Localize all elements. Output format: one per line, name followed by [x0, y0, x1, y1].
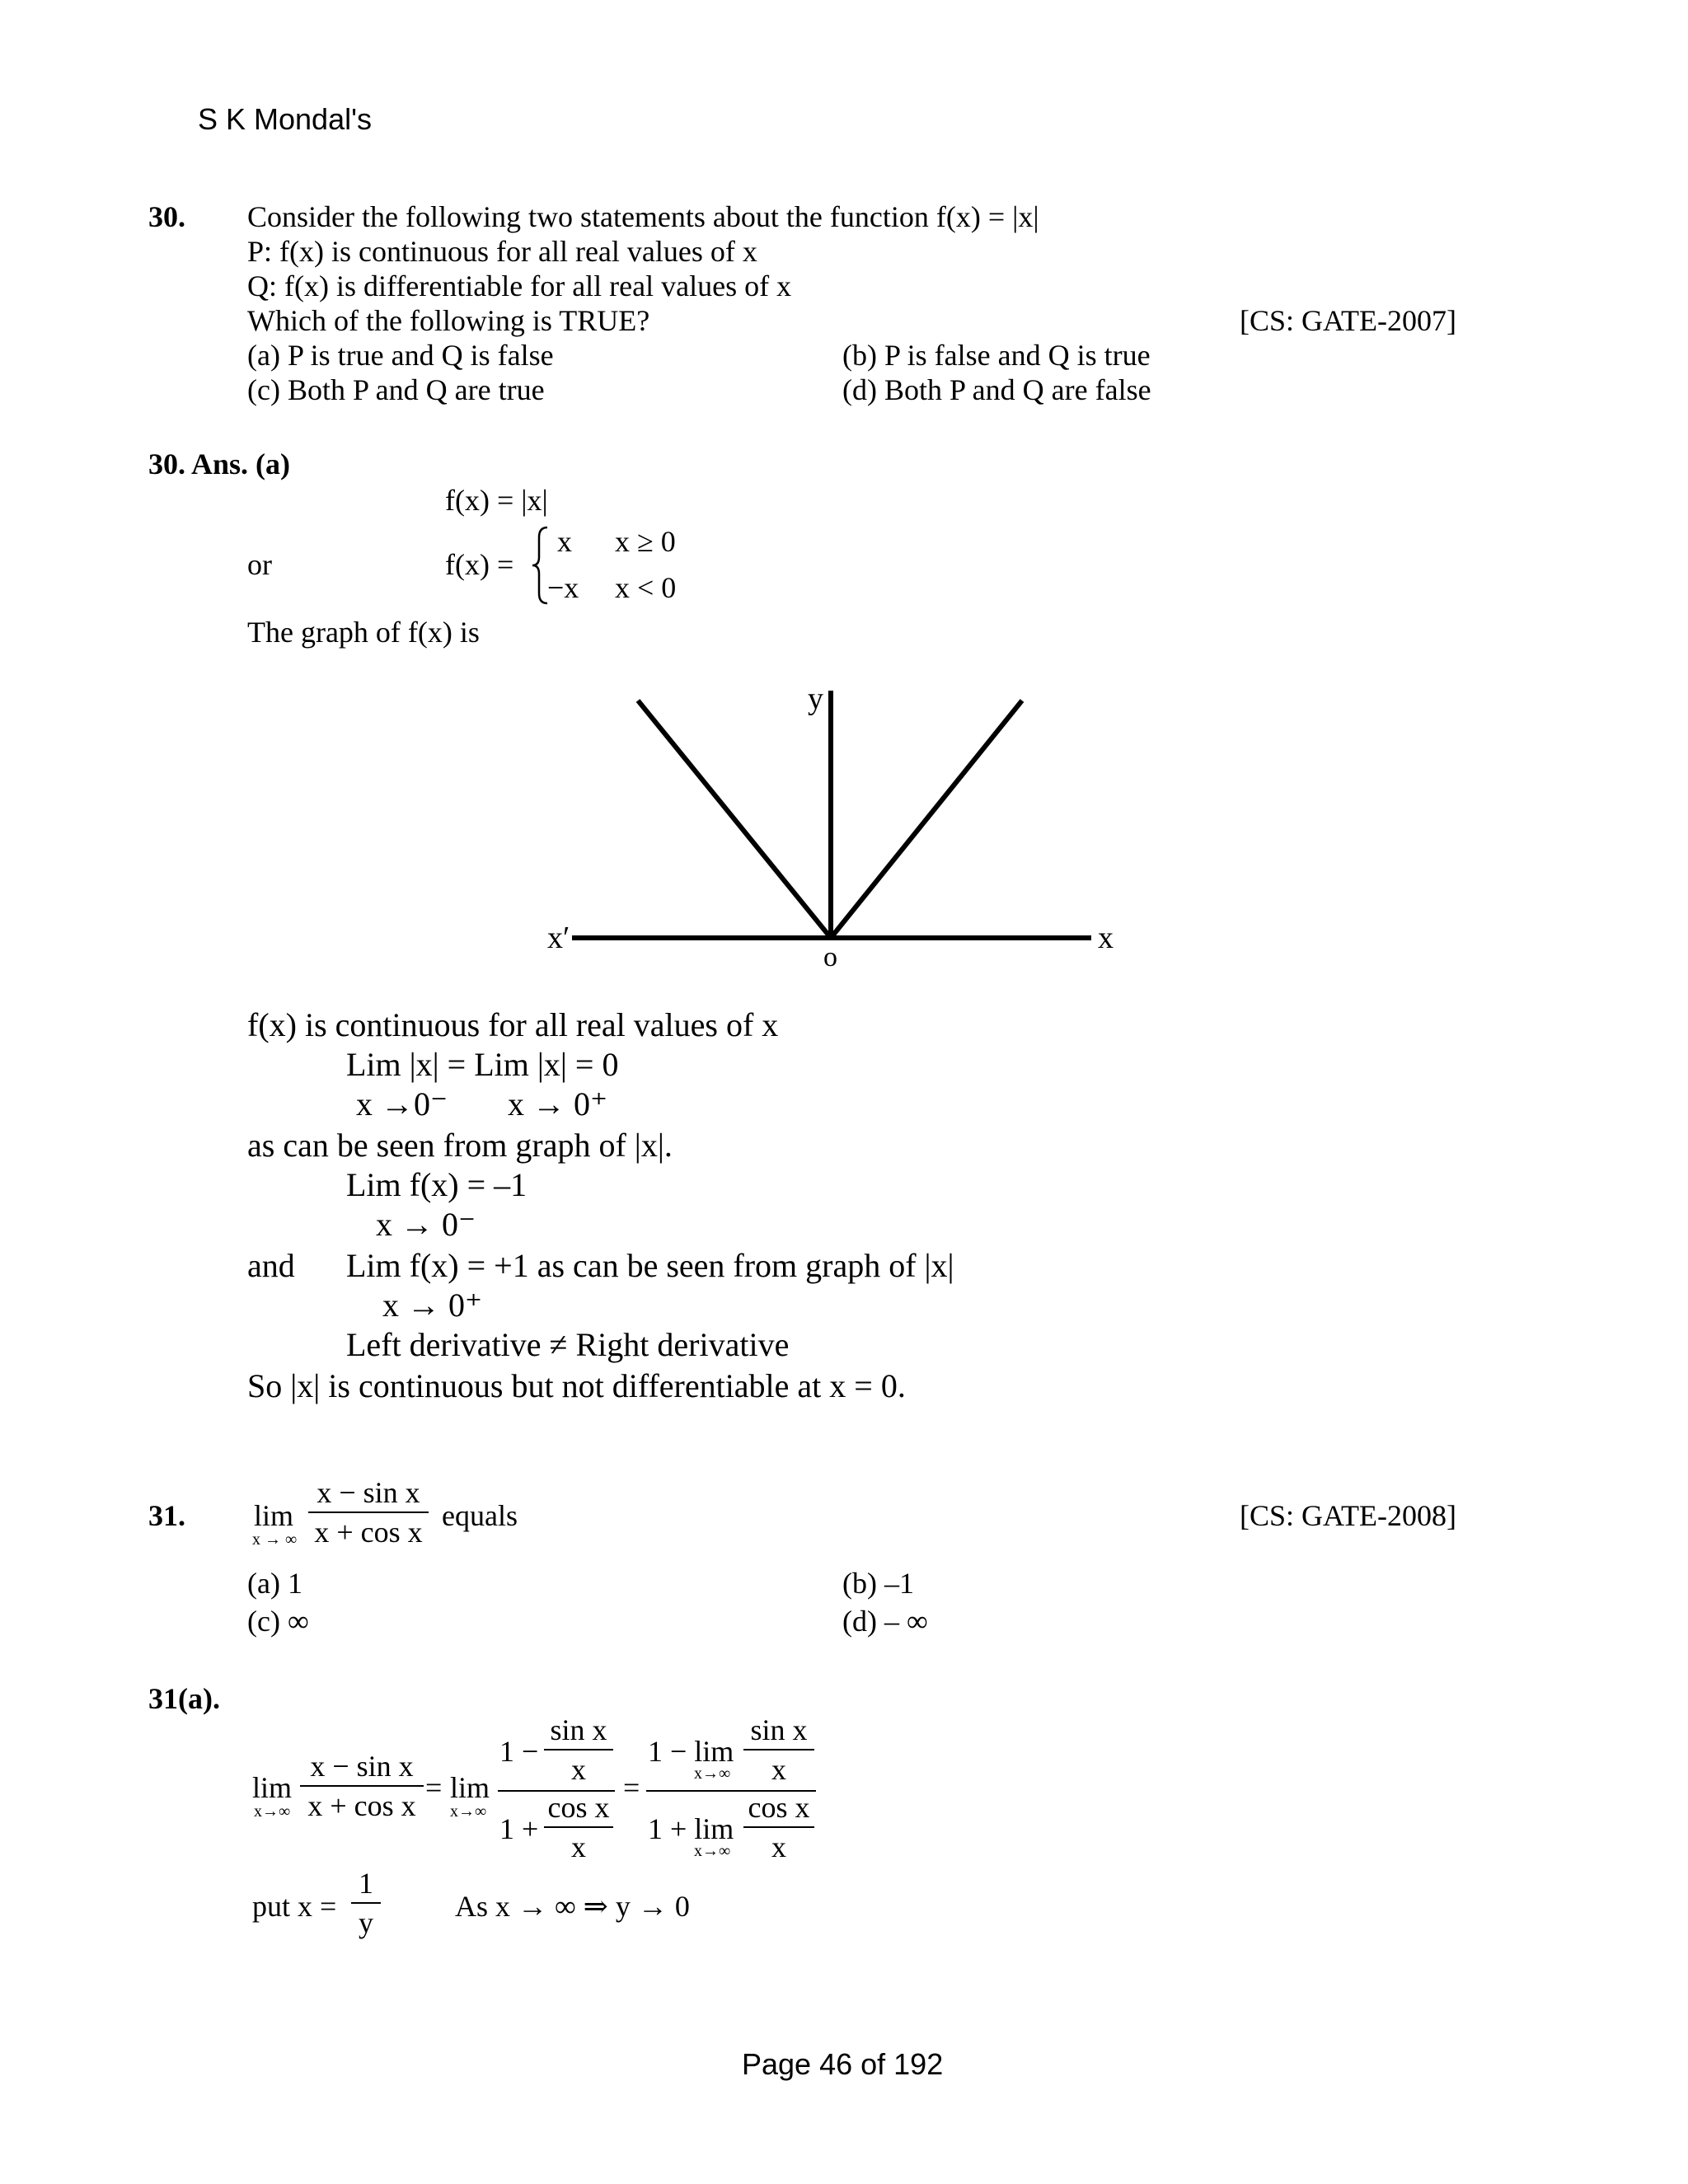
- question-31-denominator: x + cos x: [314, 1516, 423, 1549]
- answer-31-sinx-over-x-2: [743, 1713, 814, 1787]
- question-30-line-4: Which of the following is TRUE?: [247, 304, 650, 337]
- question-30-line-2: P: f(x) is continuous for all real values of x: [247, 235, 757, 268]
- answer-31-one-plus-lim: 1 + lim: [648, 1812, 734, 1845]
- answer-31-cosx-over-x-1: [544, 1790, 613, 1864]
- graph-x-negative-label: x′: [547, 921, 570, 955]
- answer-31-fraction-1-denominator: x + cos x: [307, 1789, 416, 1822]
- sinx-numerator: sin x: [750, 1713, 808, 1746]
- graph-y-label: y: [808, 682, 823, 716]
- question-30-line-1: Consider the following two statements about the function f(x) = |x|: [247, 200, 1039, 233]
- answer-30-text-3a: x →0⁻: [356, 1085, 448, 1122]
- fraction-bar: [544, 1826, 613, 1828]
- answer-30-piece-2-condition: x < 0: [615, 571, 677, 604]
- page-header-author: S K Mondal's: [198, 102, 372, 136]
- question-31-number: 31.: [148, 1499, 185, 1532]
- cosx-numerator: cos x: [547, 1791, 610, 1824]
- answer-31-put: put x =: [252, 1890, 337, 1923]
- question-30-option-d: (d) Both P and Q are false: [842, 373, 1151, 406]
- answer-31-lim-4-subscript: x→∞: [694, 1842, 731, 1860]
- answer-31-one-plus: 1 +: [499, 1812, 539, 1845]
- question-30-line-3: Q: f(x) is differentiable for all real values of x: [247, 269, 792, 302]
- answer-31-lim-2: lim: [450, 1771, 490, 1804]
- question-30-option-c: (c) Both P and Q are true: [247, 373, 545, 406]
- answer-30-piecewise-lhs: f(x) =: [445, 548, 514, 581]
- graph-origin-label: o: [823, 942, 837, 972]
- answer-30-piece-1-value: x: [557, 525, 572, 558]
- answer-31-one-minus-lim: 1 − lim: [648, 1735, 734, 1768]
- fraction-bar: [544, 1749, 613, 1750]
- answer-31-fraction-1: [300, 1749, 424, 1823]
- fraction-bar: [743, 1826, 814, 1828]
- question-30-source: [CS: GATE-2007]: [1240, 304, 1456, 337]
- question-30-option-a: (a) P is true and Q is false: [247, 339, 554, 372]
- answer-30-text-7b: Lim f(x) = +1 as can be seen from graph of |x|: [346, 1247, 954, 1284]
- one-numerator: 1: [359, 1867, 373, 1900]
- answer-30-text-7a: and: [247, 1247, 295, 1284]
- answer-30-text-3b: x → 0⁺: [508, 1085, 608, 1122]
- answer-30-or: or: [247, 548, 272, 581]
- question-31-option-a: (a) 1: [247, 1567, 302, 1600]
- graph-left-branch: [638, 701, 831, 938]
- question-31-option-b: (b) –1: [842, 1567, 914, 1600]
- answer-30-heading: 30. Ans. (a): [148, 448, 291, 480]
- question-31-fraction: [308, 1475, 429, 1549]
- question-31-equals: equals: [442, 1499, 518, 1532]
- answer-31-lim-1-subscript: x→∞: [254, 1802, 291, 1821]
- answer-30-graph-intro: The graph of f(x) is: [247, 616, 480, 649]
- answer-30-piece-2-value: −x: [547, 571, 579, 604]
- answer-31-heading: 31(a).: [148, 1682, 220, 1715]
- answer-30-text-2: Lim |x| = Lim |x| = 0: [346, 1046, 619, 1083]
- x-denominator: x: [571, 1830, 586, 1863]
- question-31-source: [CS: GATE-2008]: [1240, 1499, 1456, 1532]
- answer-31-equals-1: =: [425, 1771, 443, 1804]
- answer-31-cosx-over-x-2: [743, 1790, 814, 1864]
- page-footer-number: Page 46 of 192: [742, 2047, 944, 2081]
- answer-30-text-5: Lim f(x) = –1: [346, 1166, 528, 1203]
- answer-30-text-1: f(x) is continuous for all real values of x: [247, 1006, 779, 1043]
- x-denominator: x: [571, 1753, 586, 1786]
- answer-31-equals-2: =: [623, 1771, 640, 1804]
- answer-30-text-4: as can be seen from graph of |x|.: [247, 1127, 673, 1164]
- answer-31-lim-1: lim: [252, 1771, 293, 1804]
- x-denominator: x: [771, 1753, 786, 1786]
- answer-30-text-6: x → 0⁻: [376, 1206, 476, 1243]
- answer-30-piece-1-condition: x ≥ 0: [615, 525, 676, 558]
- question-31-lim-subscript: x → ∞: [252, 1530, 298, 1549]
- sinx-numerator: sin x: [550, 1713, 607, 1746]
- answer-31-sinx-over-x-1: [544, 1713, 613, 1787]
- x-denominator: x: [771, 1830, 786, 1863]
- y-denominator: y: [359, 1906, 373, 1939]
- fraction-bar: [300, 1785, 424, 1787]
- question-30-number: 30.: [148, 200, 185, 233]
- answer-31-lim-3-subscript: x→∞: [694, 1765, 731, 1783]
- fraction-bar: [308, 1511, 429, 1513]
- answer-30-text-10: So |x| is continuous but not differentiable at x = 0.: [247, 1367, 906, 1404]
- answer-31-as-statement: As x → ∞ ⇒ y → 0: [455, 1890, 690, 1923]
- fraction-bar: [351, 1902, 381, 1904]
- answer-31-one-minus: 1 −: [499, 1735, 539, 1768]
- question-31-lim: lim: [254, 1499, 294, 1532]
- answer-30-function-definition: f(x) = |x|: [445, 484, 548, 517]
- question-30-option-b: (b) P is false and Q is true: [842, 339, 1151, 372]
- answer-30-text-8: x → 0⁺: [382, 1286, 483, 1324]
- cosx-numerator: cos x: [748, 1791, 810, 1824]
- answer-30-text-9: Left derivative ≠ Right derivative: [346, 1326, 790, 1363]
- answer-31-one-over-y: [351, 1866, 381, 1940]
- question-31-option-c: (c) ∞: [247, 1605, 309, 1638]
- answer-31-lim-2-subscript: x→∞: [450, 1802, 487, 1821]
- abs-value-graph: [528, 676, 1137, 981]
- graph-x-label: x: [1098, 921, 1114, 955]
- fraction-bar: [743, 1749, 814, 1750]
- question-31-option-d: (d) – ∞: [842, 1605, 928, 1638]
- answer-31-fraction-1-numerator: x − sin x: [310, 1750, 414, 1783]
- question-31-numerator: x − sin x: [316, 1476, 420, 1509]
- graph-right-branch: [831, 701, 1022, 938]
